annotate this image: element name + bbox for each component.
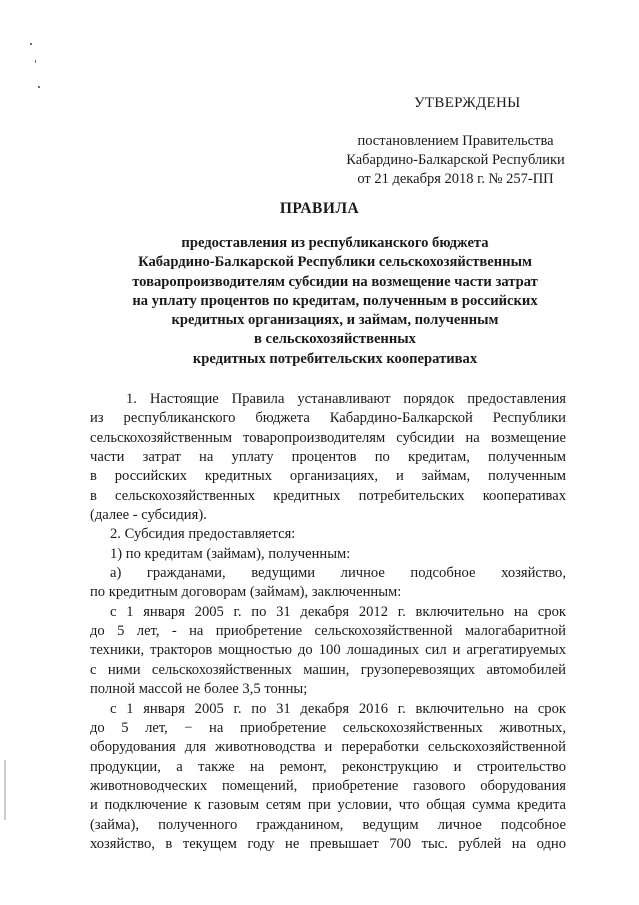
body-line: до 5 лет, - на приобретение сельскохозяйственной малогабаритной [90,623,566,640]
subtitle-line: кредитных потребительских кооперативах [192,350,478,367]
decree-line: постановлением Правительства [357,133,554,149]
body-line: и подключение к газовым сетям при условии, что общая сумма кредита [90,797,566,814]
body-line: а) гражданами, ведущими личное подсобное хозяйство, [110,565,566,582]
scan-artifact [4,760,6,820]
subtitle-line: на уплату процентов по кредитам, полученным в российских [132,292,538,309]
body-line: техники, тракторов мощностью до 100 лошадиных сил и агрегатируемых [90,642,566,659]
body-line: с 1 января 2005 г. по 31 декабря 2016 г. включительно на срок [110,700,566,717]
decree-line: от 21 декабря 2018 г. № 257-ПП [357,171,554,187]
subtitle-line: кредитных организациях, и займам, полученным [171,312,499,329]
document-body [90,390,566,854]
body-line: до 5 лет, − на приобретение сельскохозяйственных животных, [90,719,566,736]
body-line: с ними сельскохозяйственных машин, грузоперевозящих автомобилей [90,661,566,678]
body-line: (займа), полученного гражданином, ведущим личное подсобное [90,816,566,833]
decree-reference [333,132,578,189]
body-line: с 1 января 2005 г. по 31 декабря 2012 г. включительно на срок [110,603,566,620]
decree-line: Кабардино-Балкарской Республики [346,152,565,168]
body-line: (далее - субсидия). [90,507,207,524]
scan-artifact [35,60,36,63]
body-line: 1) по кредитам (займам), полученным: [110,545,351,562]
scan-artifact [38,86,40,88]
body-line: в российских кредитных организациях, и займам, полученным [90,468,566,485]
body-line: оборудования для животноводства и переработки сельскохозяйственной [90,739,566,756]
document-title: ПРАВИЛА [279,200,360,217]
approved-label: УТВЕРЖДЕНЫ [414,95,521,111]
body-line: из республиканского бюджета Кабардино-Балкарской Республики [90,410,566,427]
subtitle-line: товаропроизводителям субсидии на возмещение части затрат [132,273,538,290]
body-line: хозяйство, в текущем году не превышает 700 тыс. рублей на одно [90,835,566,852]
subtitle-line: Кабардино-Балкарской Республики сельскохозяйственным [138,254,532,271]
body-line: животноводческих помещений, приобретение газового оборудования [90,777,566,794]
subtitle-line: в сельскохозяйственных [254,331,416,348]
body-line: продукции, а также на ремонт, реконструкцию и строительство [90,758,566,775]
body-line: 2. Субсидия предоставляется: [110,526,296,543]
body-line: по кредитным договорам (займам), заключенным: [90,584,402,601]
scan-artifact [30,43,32,45]
body-line: сельскохозяйственным товаропроизводителям субсидии на возмещение [90,429,566,446]
subtitle-line: предоставления из республиканского бюджета [181,235,489,251]
body-line: в сельскохозяйственных кредитных потребительских кооперативах [90,487,566,504]
body-line: полной массой не более 3,5 тонны; [90,681,308,698]
body-line: части затрат на уплату процентов по кредитам, полученным [90,449,566,466]
document-subtitle [60,234,610,369]
body-line: 1. Настоящие Правила устанавливают порядок предоставления [126,391,566,407]
